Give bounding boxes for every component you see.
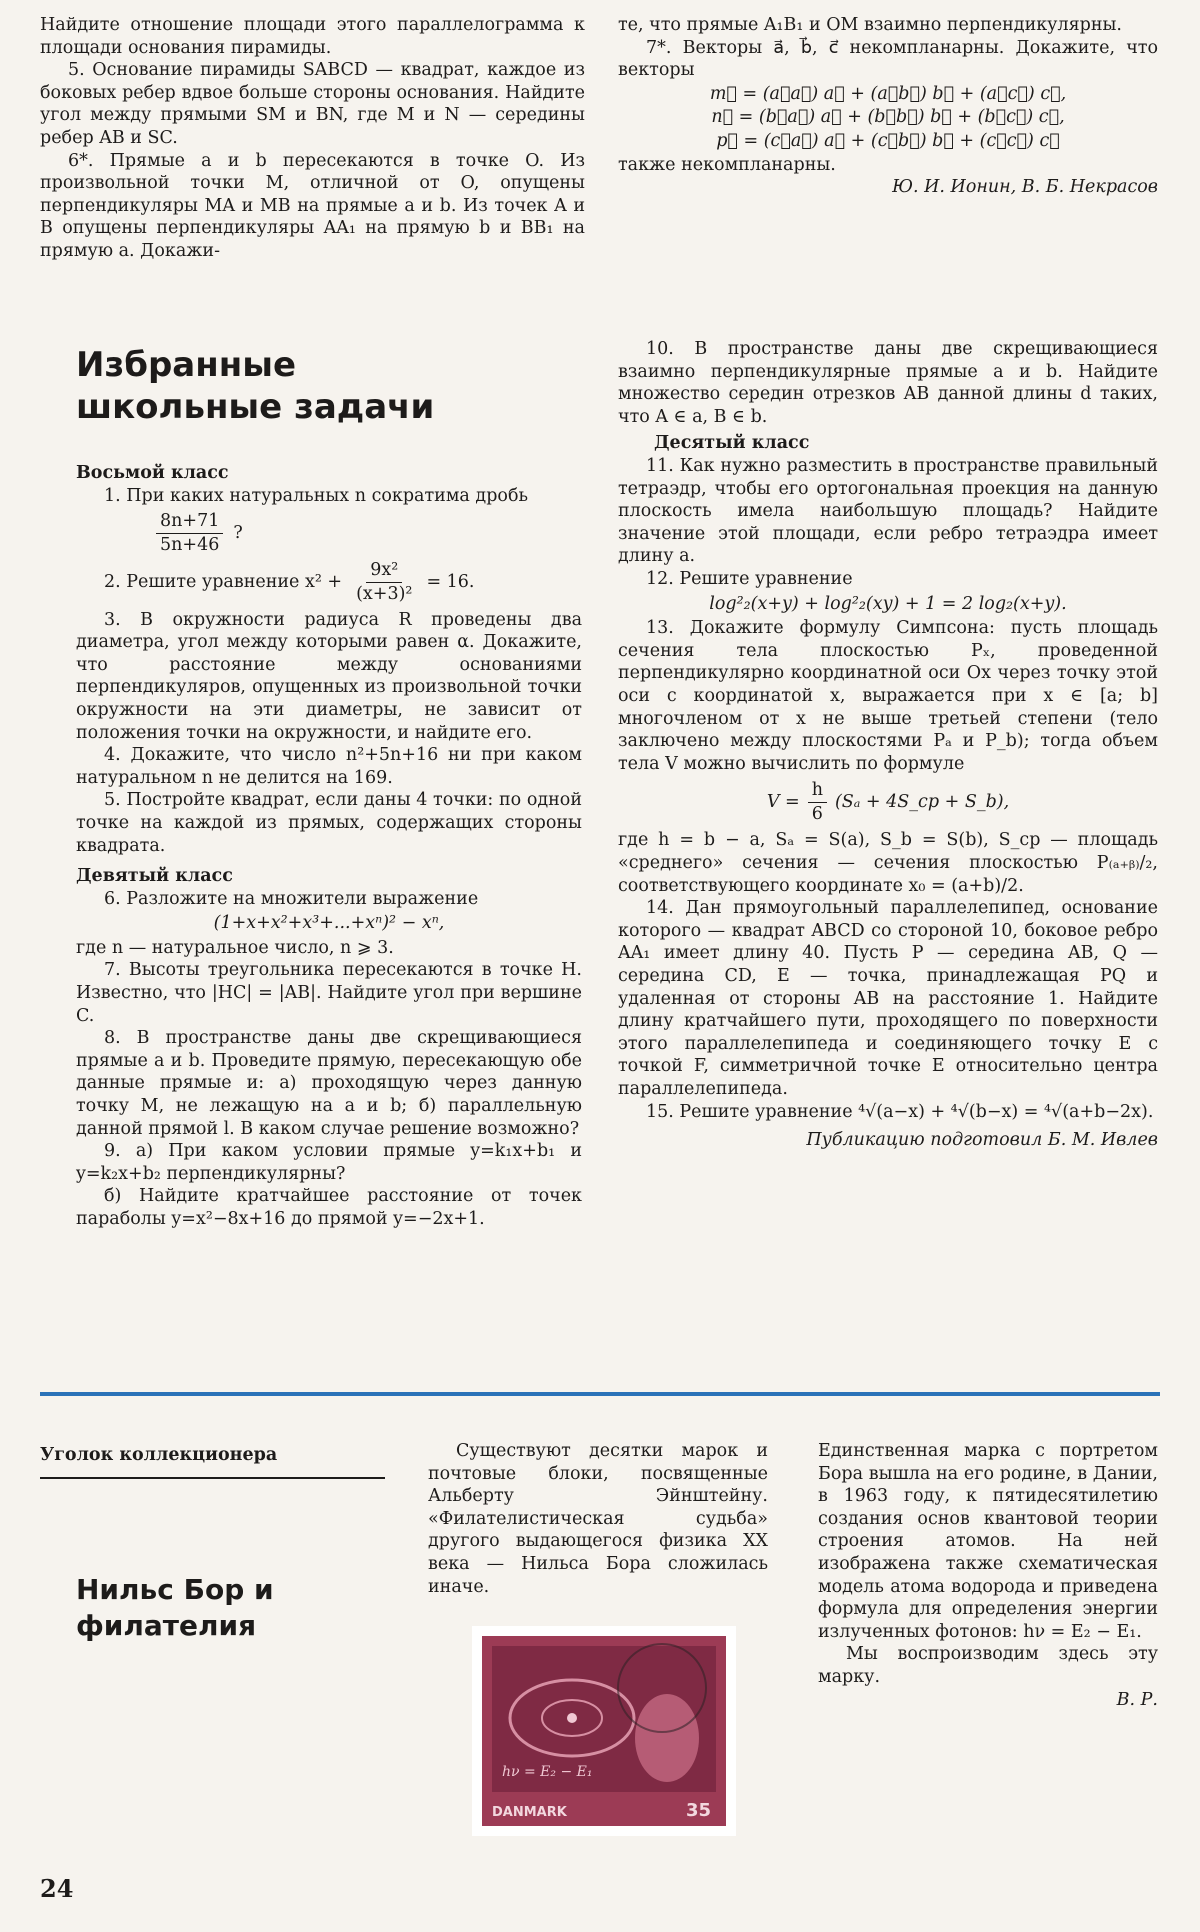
grade-9-heading: Девятый класс — [76, 866, 233, 887]
problem-10: 10. В пространстве даны две скрещивающиеся взаимно перпендикулярные прямые a и b. Найдите множество середин отрезков AB данной длины d таких, что A ∈ a, B ∈ b. — [618, 339, 1158, 427]
stamp-country: DANMARK — [492, 1805, 567, 1820]
grade-8-heading: Восьмой класс — [76, 463, 229, 483]
problem-2-text: 2. Решите уравнение x² + — [104, 572, 343, 593]
problem-5: 5. Постройте квадрат, если даны 4 точки: по одной точке на каждой из прямых, содержащих стороны квадрата. — [76, 790, 582, 856]
problem-9a: 9. а) При каком условии прямые y=k₁x+b₁ и y=k₂x+b₂ перпендикулярны? — [76, 1141, 582, 1184]
problem-13-cont: где h = b − a, Sₐ = S(a), S_b = S(b), S_ср — площадь «среднего» сечения — сечения плоскостью P₍ₐ₊ᵦ₎/₂, соответствующего координате x₀ = (a+b)/2. — [618, 830, 1158, 896]
problem-12: 12. Решите уравнение — [646, 568, 853, 589]
problem-2 — [76, 559, 582, 605]
fraction — [156, 510, 223, 556]
formula-rhs: (Sₐ + 4S_ср + S_b), — [834, 792, 1010, 813]
top-right-column — [618, 14, 1158, 199]
fraction-end: = 16. — [426, 572, 475, 593]
problem-9b: б) Найдите кратчайшее расстояние от точек параболы y=x²−8x+16 до прямой y=−2x+1. — [76, 1186, 582, 1229]
denominator: 5n+46 — [160, 534, 220, 555]
rubric-underline — [40, 1477, 385, 1479]
bohr-portrait — [635, 1694, 699, 1782]
paragraph: Найдите отношение площади этого параллелограмма к площади основания пирамиды. — [40, 15, 585, 58]
problem-12-formula: log²₂(x+y) + log²₂(xy) + 1 = 2 log₂(x+y). — [709, 593, 1067, 614]
top-left-column — [40, 14, 585, 263]
problem-11: 11. Как нужно разместить в пространстве правильный тетраэдр, чтобы его ортогональная проекция на данную плоскость имела наибольшую площадь? Найдите значение этой площади, если ребро тетраэдра имеет длину a. — [618, 455, 1158, 567]
stamp-value: 35 — [686, 1800, 712, 1821]
problem-1-fraction — [156, 510, 582, 556]
left-column — [76, 462, 582, 1231]
problem-8: 8. В пространстве даны две скрещивающиеся прямые a и b. Проведите прямую, пересекающую обе данные прямые и: а) проходящую через данную точку M, не лежащую на a и b; б) параллельную данной прямой l. В каком случае решение возможно? — [76, 1028, 582, 1139]
problem-6-cont: где n — натуральное число, n ⩾ 3. — [76, 937, 394, 958]
fraction — [352, 559, 416, 605]
paragraph: также некомпланарны. — [618, 154, 836, 175]
vector-n: n⃗ = (b⃗a⃗) a⃗ + (b⃗b⃗) b⃗ + (b⃗c⃗) c⃗, — [711, 107, 1065, 128]
problem-6: 6. Разложите на множители выражение — [104, 888, 479, 909]
problem-7-top: 7*. Векторы a⃗, b⃗, c⃗ некомпланарны. Докажите, что векторы — [618, 37, 1158, 81]
problem-5-top: 5. Основание пирамиды SABCD — квадрат, каждое из боковых ребер вдвое больше стороны основания. Найдите угол между прямыми SM и BN, где M и N — середины ребер AB и SC. — [40, 60, 585, 148]
problem-15: 15. Решите уравнение ⁴√(a−x) + ⁴√(b−x) = ⁴√(a+b−2x). — [646, 1101, 1154, 1122]
publication-credit: Публикацию подготовил Б. М. Ивлев — [806, 1130, 1158, 1151]
stamp-formula: hν = E₂ − E₁ — [502, 1764, 593, 1780]
problem-7: 7. Высоты треугольника пересекаются в точке H. Известно, что |HC| = |AB|. Найдите угол при вершине C. — [76, 960, 582, 1026]
fraction — [808, 779, 827, 825]
authors: Ю. И. Ионин, В. Б. Некрасов — [892, 177, 1158, 198]
numerator: h — [808, 779, 827, 803]
formula-lhs: V = — [766, 792, 800, 813]
paragraph: те, что прямые A₁B₁ и OM взаимно перпендикулярны. — [618, 15, 1122, 35]
simpson-formula — [618, 779, 1158, 825]
rubric-label: Уголок коллекционера — [40, 1445, 278, 1465]
page-number: 24 — [40, 1874, 74, 1903]
section-title: Избранные школьные задачи — [76, 345, 435, 427]
article-paragraph: Существуют десятки марок и почтовые блоки, посвященные Альберту Эйнштейну. «Филателистическая судьба» другого выдающегося физика XX века — Нильса Бора сложилась иначе. — [428, 1441, 768, 1597]
stamp-image — [472, 1626, 736, 1836]
article-title: Нильс Бор и филателия — [76, 1573, 274, 1642]
problem-3: 3. В окружности радиуса R проведены два диаметра, угол между которыми равен α. Докажите, что расстояние между основаниями перпендикуляров, опущенных из произвольной точки окружности на эти диаметры, не зависит от положения точки на окружности, и найдите его. — [76, 609, 582, 743]
numerator: 9x² — [366, 559, 402, 583]
article-mid-column — [428, 1440, 768, 1598]
denominator: 6 — [811, 803, 823, 824]
atom-nucleus — [567, 1713, 577, 1723]
signature: В. Р. — [1116, 1689, 1158, 1710]
fraction-end: ? — [233, 522, 243, 543]
problem-6-top: 6*. Прямые a и b пересекаются в точке O. Из произвольной точки M, отличной от O, опущены перпендикуляры MA и MB на прямые a и b. Из точек A и B опущены перпендикуляры AA₁ на прямую b и BB₁ на прямую a. Докажи- — [40, 150, 585, 261]
numerator: 8n+71 — [156, 510, 223, 534]
rubric — [40, 1444, 380, 1467]
problem-4: 4. Докажите, что число n²+5n+16 ни при каком натуральном n не делится на 169. — [76, 745, 582, 788]
problem-14: 14. Дан прямоугольный параллелепипед, основание которого — квадрат ABCD со стороной 10, боковое ребро AA₁ имеет длину 40. Пусть P — середина AB, Q — середина CD, E — точка, принадлежащая PQ и удаленная от стороны AB на расстояние 1. Найдите длину кратчайшего пути, проходящего по поверхности этого параллелепипеда и соединяющего точку E с точкой F, симметричной точке E относительно центра параллелепипеда. — [618, 898, 1158, 1099]
section-divider — [40, 1392, 1160, 1396]
grade-10-heading: Десятый класс — [654, 433, 810, 454]
article-right-column — [818, 1440, 1158, 1711]
article-paragraph: Мы воспроизводим здесь эту марку. — [818, 1644, 1158, 1687]
vector-p: p⃗ = (c⃗a⃗) a⃗ + (c⃗b⃗) b⃗ + (c⃗c⃗) c⃗ — [716, 130, 1060, 151]
denominator: (x+3)² — [356, 583, 413, 604]
article-paragraph: Единственная марка с портретом Бора вышла на его родине, в Дании, в 1963 году, к пятидесятилетию создания основ квантовой теории строения атомов. На ней изображена также схематическая модель атома водорода и приведена формула для определения энергии излученных фотонов: hν = E₂ − E₁. — [818, 1441, 1158, 1642]
niels-bohr-stamp — [472, 1626, 736, 1836]
problem-1: 1. При каких натуральных n сократима дробь — [104, 485, 529, 506]
vector-m: m⃗ = (a⃗a⃗) a⃗ + (a⃗b⃗) b⃗ + (a⃗c⃗) c⃗, — [709, 83, 1067, 104]
right-column — [618, 338, 1158, 1152]
problem-13: 13. Докажите формулу Симпсона: пусть площадь сечения тела плоскостью Pₓ, проведенной перпендикулярно координатной оси Ox через точку этой оси с координатой x, выражается при x ∈ [a; b] многочленом от x не выше третьей степени (тело заключено между плоскостями Pₐ и P_b); тогда объем тела V можно вычислить по формуле — [618, 618, 1158, 774]
problem-6-formula: (1+x+x²+x³+...+xⁿ)² − xⁿ, — [213, 913, 445, 934]
